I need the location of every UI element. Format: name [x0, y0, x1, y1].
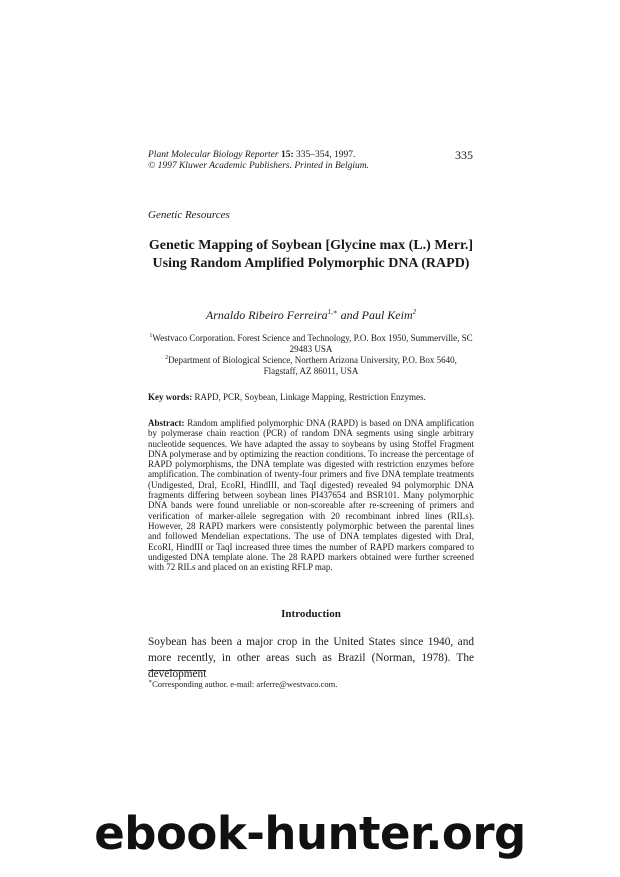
journal-citation — [148, 150, 369, 172]
affiliation — [148, 353, 474, 376]
affiliation-marker: 2 — [165, 355, 169, 361]
author-name: Paul Keim — [361, 308, 413, 322]
author-connector: and — [337, 308, 362, 322]
footnote-rule — [148, 670, 206, 671]
paper-title: Genetic Mapping of Soybean [Glycine max (L.) Merr.] Using Random Amplified Polymorphic DNA (RAPD) — [148, 238, 474, 271]
author-superscript: 1,∗ — [327, 308, 338, 316]
footnote-text: Corresponding author. e-mail: arferre@westvaco.com. — [152, 678, 338, 689]
keywords — [148, 392, 474, 402]
footnote-marker: ∗ — [148, 679, 153, 685]
author-line — [148, 308, 474, 323]
affiliation-text: Department of Biological Science, Northern Arizona University, P.O. Box 5640, Flagstaff, AZ 86011, USA — [168, 355, 457, 376]
copyright-line: © 1997 Kluwer Academic Publishers. Printed in Belgium. — [148, 161, 370, 171]
journal-volume: 15: — [280, 150, 294, 160]
author-name: Arnaldo Ribeiro Ferreira — [205, 308, 328, 322]
keywords-text: RAPD, PCR, Soybean, Linkage Mapping, Restriction Enzymes. — [192, 392, 426, 402]
watermark: ebook-hunter.org — [94, 807, 526, 860]
abstract — [148, 418, 474, 572]
section-label: Genetic Resources — [148, 209, 230, 221]
abstract-text: Random amplified polymorphic DNA (RAPD) is based on DNA amplification by polymerase chain reaction (PCR) of random DNA segments using single arbitrary nucleotide sequences. We have adapted the assay to soybeans by using Stoffel Fragment DNA polymerase and by optimizing the reaction conditions. To increase the percentage of RAPD polymorphisms, the DNA template was digested with restriction enzymes before amplification. The combination of twenty-four primers and five DNA template treatments (Undigested, DraI, EcoRI, HindIII, and TaqI digested) revealed 94 polymorphic DNA fragments differing between soybean lines PI437654 and BSR101. Many polymorphic DNA bands were found unreliable or non-scoreable after re-screening of primers and verification of marker-allele segregation with 20 recombinant inbred lines (RILs). However, 28 RAPD markers were consistently polymorphic between the parental lines and followed Mendelian expectations. The use of DNA templates digested with DraI, EcoRI, HindIII or TaqI increased three times the number of RAPD markers compared to undigested DNA template alone. The 28 RAPD markers obtained were further screened with 72 RILs and placed on an existing RFLP map. — [148, 418, 474, 573]
affiliation-text: Westvaco Corporation. Forest Science and Technology, P.O. Box 1950, Summerville, SC 29483 USA — [152, 333, 473, 354]
footnote — [148, 678, 337, 689]
affiliation — [148, 331, 474, 354]
author-superscript: 2 — [412, 308, 417, 316]
introduction-text: Soybean has been a major crop in the United States since 1940, and more recently, in other areas such as Brazil (Norman, 1978). The development — [148, 636, 474, 680]
page-number: 335 — [455, 148, 473, 162]
journal-pages: 335–354, 1997. — [293, 150, 356, 160]
introduction-heading: Introduction — [281, 608, 341, 620]
keywords-label: Key words: — [148, 392, 193, 402]
journal-name: Plant Molecular Biology Reporter — [148, 150, 279, 160]
affiliation-marker: 1 — [149, 333, 153, 339]
abstract-label: Abstract: — [148, 418, 185, 428]
